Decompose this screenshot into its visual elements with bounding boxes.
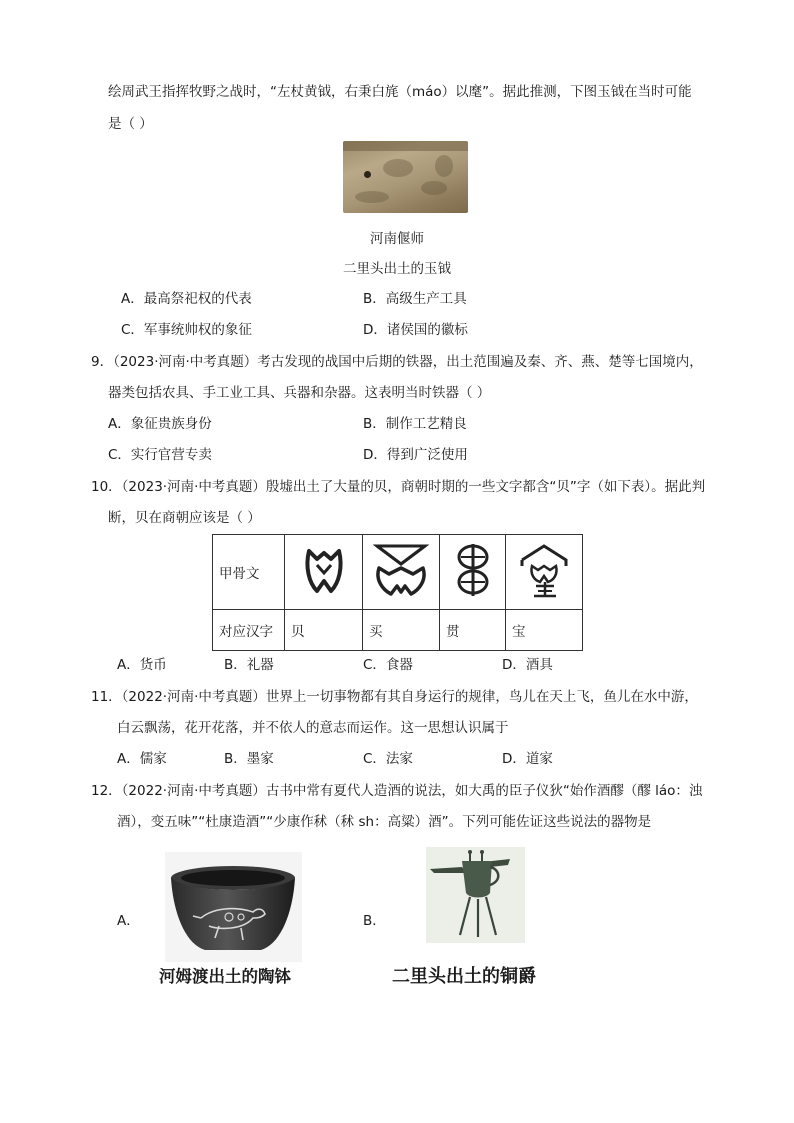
oracle-glyph-bei-icon [285,535,363,610]
q12-option-b[interactable]: B． [363,913,386,929]
q8-option-c[interactable]: C．军事统帅权的象征 [121,322,252,338]
q12-caption-a: 河姆渡出土的陶钵 [159,967,291,986]
q10-option-c[interactable]: C．食器 [363,657,413,673]
pottery-bowl-image[interactable] [165,852,302,962]
q10-option-a[interactable]: A．货币 [117,657,167,673]
q8-option-b[interactable]: B．高级生产工具 [363,291,467,307]
table-cell-char: 买 [363,610,440,651]
table-cell-char: 宝 [506,610,583,651]
q9-option-d[interactable]: D．得到广泛使用 [363,447,468,463]
q9-option-b[interactable]: B．制作工艺精良 [363,416,467,432]
oracle-glyph-mai-icon [363,535,440,610]
q9-option-c[interactable]: C．实行官营专卖 [108,447,212,463]
q8-stem-line2: 是（ ） [108,116,153,132]
q11-option-b[interactable]: B．墨家 [224,751,274,767]
q12-stem-line2: 酒），变五味”“杜康造酒”“少康作秫（秫 sh：高粱）酒”。下列可能佐证这些说法的器物是 [117,814,652,830]
q12-option-a[interactable]: A． [117,913,140,929]
q8-image-caption-line1: 河南偃师 [370,231,424,247]
q9-option-a[interactable]: A．象征贵族身份 [108,416,212,432]
q8-image-caption-line2: 二里头出土的玉钺 [343,261,451,277]
q11-stem-line1: 11．（2022·河南·中考真题）世界上一切事物都有其自身运行的规律，鸟儿在天上飞，鱼儿在水中游， [91,689,698,705]
table-cell-char: 贯 [440,610,506,651]
q10-option-d[interactable]: D．酒具 [502,657,553,673]
table-header-oracle-bone: 甲骨文 [213,535,285,610]
q10-stem-line1: 10．（2023·河南·中考真题）殷墟出土了大量的贝，商朝时期的一些文字都含“贝”字（如下表）。据此判 [91,479,706,495]
table-cell-char: 贝 [285,610,363,651]
q8-option-d[interactable]: D．诸侯国的徽标 [363,322,468,338]
table-header-modern-char: 对应汉字 [213,610,285,651]
q12-stem-line1: 12．（2022·河南·中考真题）古书中常有夏代人造酒的说法，如大禹的臣子仪狄“始作酒醪（醪 láo：浊 [91,783,703,799]
q10-option-b[interactable]: B．礼器 [224,657,274,673]
jade-axe-image [343,141,468,213]
bronze-jue-image[interactable] [426,847,525,943]
q8-option-a[interactable]: A．最高祭祀权的代表 [121,291,252,307]
q11-stem-line2: 白云飘荡，花开花落，并不依人的意志而运作。这一思想认识属于 [117,720,509,736]
oracle-bone-table [212,534,583,651]
q11-option-c[interactable]: C．法家 [363,751,413,767]
q9-stem-line1: 9．（2023·河南·中考真题）考古发现的战国中后期的铁器，出土范围遍及秦、齐、燕、楚等七国境内， [91,354,703,370]
q12-caption-b: 二里头出土的铜爵 [392,966,536,987]
q9-stem-line2: 器类包括农具、手工业工具、兵器和杂器。这表明当时铁器（ ） [108,385,491,401]
q11-option-a[interactable]: A．儒家 [117,751,167,767]
q10-stem-line2: 断，贝在商朝应该是（ ） [108,510,261,526]
q11-option-d[interactable]: D．道家 [502,751,553,767]
oracle-glyph-bao-icon [506,535,583,610]
q8-stem-line1: 绘周武王指挥牧野之战时，“左杖黄钺，右秉白旄（máo）以麾”。据此推测，下图玉钺在当时可能 [108,84,692,100]
oracle-glyph-guan-icon [440,535,506,610]
